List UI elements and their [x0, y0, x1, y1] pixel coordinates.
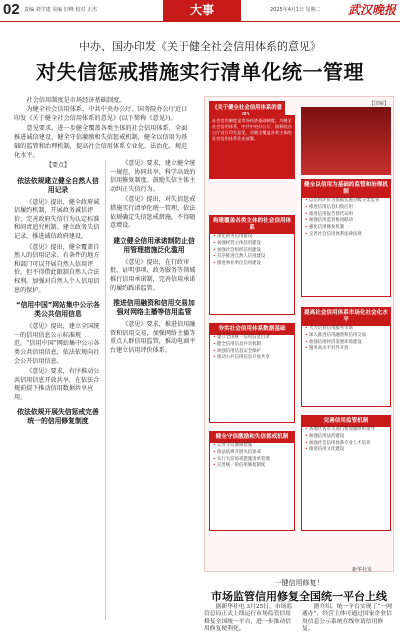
box-item: • 大力培育信用服务市场: [302, 326, 390, 333]
second-article-column: [302, 604, 394, 633]
article-lead: [14, 96, 190, 160]
infographic-photo: [301, 107, 391, 175]
graphic-credit: 新华社发: [352, 567, 373, 573]
box-item: • 加强信用监管协同联动: [302, 218, 390, 225]
article-headline: 对失信惩戒措施实行清单化统一管理: [36, 60, 364, 84]
infographic-intro: 社会信用制度是市场经济基础制度。为健全社会信用体系，中共中央办公厅、国务院办公厅近日印发意见，对健全覆盖各类主体的社会信用体系作出部署。: [209, 115, 295, 179]
body-paragraph: 据新华社电 3月25日，市场监管总局正式上线运行市场监管信用修复全国统一平台，进一步推动信用修复便利化。: [204, 604, 293, 633]
article-kicker: 中办、国办印发《关于健全社会信用体系的意见》: [79, 40, 321, 53]
infographic-box: [209, 431, 295, 531]
lead-paragraph: 社会信用制度是市场经济基础制度。: [26, 97, 126, 104]
box-item: • 建立全国统一信用信息目录: [210, 335, 294, 342]
box-title: 健全守信激励和失信惩戒机制: [210, 432, 294, 443]
lead-paragraph: 为健全社会信用体系，中共中央办公厅、国务院办公厅近日印发《关于健全社会信用体系的意见》(以下简称《意见》)。: [14, 106, 188, 123]
second-article-body: [204, 604, 394, 633]
box-item: • 推进信用信息归集应用: [302, 205, 390, 212]
subhead: 推进信用融资和信用交易加强对网络主播等信用监管: [113, 299, 195, 317]
box-title: 构建覆盖各类主体的社会信用体系: [210, 216, 294, 234]
box-item: • 依法依规开展失信惩戒: [210, 450, 294, 457]
box-title: 完善信用监管机制: [302, 416, 390, 427]
section-badge: 大事: [163, 0, 241, 21]
box-item: • 健全信用信息共享机制: [210, 342, 294, 349]
body-paragraph: 《意见》提出，对失信惩戒措施实行清单化统一管理，依法依规确定失信惩戒措施，不得随意增设。: [110, 196, 196, 230]
key-points-tag: 【要点】: [45, 162, 70, 169]
box-item: • 完善社会信用体系法律法规: [302, 232, 390, 239]
box-item: • 推进信用文化建设: [302, 447, 390, 454]
article-column-1: [14, 160, 102, 555]
box-item: • 加强信用信息安全保护: [210, 349, 294, 356]
second-article-headline: 市场监管信用修复全国统一平台上线: [211, 590, 387, 603]
graphic-label: 【图解】: [368, 101, 389, 107]
box-item: • 加强信用法治建设: [302, 434, 390, 441]
newspaper-logo: 武汉晚报: [347, 3, 396, 17]
box-item: • 强化信用修复机制: [302, 225, 390, 232]
body-paragraph: 据介绍，统一平台实现了“一网通办”，经营主体可通过国家企业信用信息公示系统在线申请信用修复。: [302, 604, 392, 633]
box-item: • 推进信用报告替代证明: [302, 212, 390, 219]
box-item: • 深化政务信用建设: [210, 234, 294, 241]
box-item: • 以信用评价为依据实施分级分类监管: [302, 198, 390, 205]
box-item: • 加强社会信用体系专业人才培养: [302, 441, 390, 448]
infographic-box: [301, 179, 391, 297]
body-paragraph: 《意见》提出，建立全国统一的信用信息公示标准规范。“信用中国”网站集中公示各类公共信用信息，依法依规向社会公开信用信息。: [14, 323, 100, 365]
body-paragraph: 《意见》要求，建立健全统一规范、协同共享、科学高效的信用修复制度。鼓励失信主体主动纠正失信行为。: [110, 160, 196, 193]
infographic-box: [209, 323, 295, 423]
article-column-2: [110, 160, 198, 620]
box-item: • 完善守信激励措施: [210, 443, 294, 450]
editor-credits: 责编 刘学建 美编 旧峰 校对 正杰: [24, 7, 97, 13]
box-item: • 加强社会组织信用建设: [210, 248, 294, 255]
box-item: • 各地区各有关部门要加强组织领导: [302, 427, 390, 434]
box-title: 健全以信用为基础的监管和治理机制: [302, 180, 390, 198]
infographic-box: [301, 415, 391, 531]
infographic: [204, 96, 394, 572]
box-title: 夯实社会信用体系数据基础: [210, 324, 294, 335]
column-divider: [105, 160, 106, 620]
second-article-kicker: 一键信用修复！: [274, 579, 324, 587]
masthead: [0, 0, 400, 22]
box-item: • 加强经营主体信用建设: [210, 241, 294, 248]
infographic-box: [301, 307, 391, 407]
box-item: • 深入推进信用融资和信用交易: [302, 333, 390, 340]
body-paragraph: 《意见》提出，健全覆盖自然人的信用记录。有条件的地方和部门可以开展自然人信用评价，但不得借此限制自然人合法权利。加强对自然人个人信用信息的保护。: [14, 243, 100, 294]
infographic-title: 《关于健全社会信用体系的意: [209, 101, 285, 121]
box-title: 提高社会信用体系市场化社会化水平: [302, 308, 390, 326]
subhead: 依法依规建立健全自然人信用记录: [17, 176, 99, 194]
body-paragraph: 《意见》要求，推进信用融资和信用交易，加强网络主播等重点人群信用监管，推动电商平台建立信用评价体系。: [110, 321, 196, 354]
page-number: 02: [3, 1, 20, 18]
box-item: • 加强信用经济发展环境建设: [302, 340, 390, 347]
second-article-column: [204, 604, 296, 633]
subhead: 建立健全信用承诺制防止信用管理措施泛化滥用: [113, 236, 195, 254]
infographic-box: [209, 215, 295, 315]
box-item: • 推动公共信用信息开放共享: [210, 355, 294, 362]
subhead: 依法依规开展失信惩戒完善统一的信用修复制度: [17, 408, 99, 426]
lead-paragraph: 意见要求，进一步健全覆盖各类主体的社会信用体系，全面推进诚信建设，健全守信激励和失信惩戒机制，健全以信用为基础的监管和治理机制，提高社会信用体系专业化、法治化、规范化水平。: [14, 124, 188, 160]
box-item: • 完善统一的信用修复制度: [210, 463, 294, 470]
body-paragraph: 《意见》要求，有序推动公共信用信息开放共享，在依法合规前提下推动信用数据共享应用。: [14, 368, 100, 401]
body-paragraph: 《意见》提出，健全政府诚信履约机制，开展政务诚信评价，完善政府失信行为认定标准和问责追究机制。建立政务失信记录，推进诚信政府建设。: [14, 198, 100, 240]
subhead: “信用中国”网站集中公示各类公共信用信息: [16, 301, 100, 319]
box-item: • 实行失信惩戒措施清单管理: [210, 457, 294, 464]
box-item: • 有序推进自然人信用建设: [210, 254, 294, 261]
issue-date: 2025年4月1日 星期二: [270, 7, 321, 13]
box-item: • 推进事业单位信用建设: [210, 261, 294, 268]
body-paragraph: 《意见》提出，在行政审批、证明事项、政务服务等领域推行信用承诺制，完善信用承诺的履约践诺监管。: [110, 258, 196, 292]
box-item: • 服务高水平对外开放: [302, 346, 390, 353]
